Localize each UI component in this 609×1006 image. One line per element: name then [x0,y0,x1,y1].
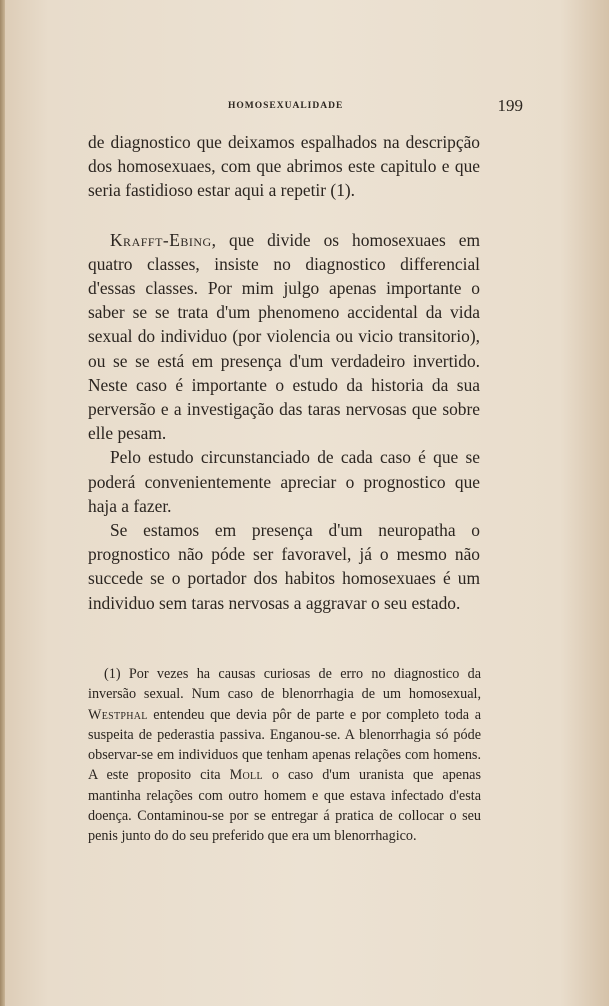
footnote [88,664,481,847]
page-number: 199 [497,96,523,115]
running-head-title: HOMOSEXUALIDADE [228,101,344,111]
footnote-text [88,664,481,847]
footnote-part-1: (1) Por vezes ha causas curiosas de erro no diagnostico da inversão sexual. Num caso de blenorrhagia de um homosexual, [88,666,481,703]
paragraph-2 [88,228,480,446]
footnote-part-2: entendeu que devia pôr de parte e por completo toda a suspeita de pederastia passiva. Enganou-se. A blenorrhagia só póde observar-se em individuos que tenham apenas relações com homens. A este proposito cita [88,706,481,784]
paragraph-3: Pelo estudo circunstanciado de cada caso é que se poderá convenientemente apreciar o prognostico que haja a fazer. [88,447,480,516]
body-text [88,130,480,615]
paragraph-2-text: , que divide os homosexuaes em quatro classes, insiste no diagnostico differencial d'essas classes. Por mim julgo apenas importante o saber se se trata d'um phenomeno accidental da vida sexual do individuo (por violencia ou vicio transitorio), ou se se está em presença d'um verdadeiro invertido. Neste caso é importante o estudo da historia da sua perversão e a investigação das taras nervosas que sobre elle pesam. [88,229,480,444]
paragraph-4: Se estamos em presença d'um neuropatha o prognostico não póde ser favoravel, já o mesmo não succede se o portador dos habitos homosexuaes é um individuo sem taras nervosas a aggravar o seu estado. [88,520,480,613]
running-head [88,96,523,118]
author-name: Krafft-Ebing [110,229,212,250]
footnote-part-3: o caso d'um uranista que apenas mantinha relações com outro homem e que estava infectado d'esta doença. Contaminou-se por se entregar á pratica de collocar o seu penis junto do do seu preferido que era um blenorrhagico. [88,767,481,845]
page-edge [0,0,5,1006]
paragraph-1: de diagnostico que deixamos espalhados na descripção dos homosexuaes, com que abrimos este capitulo e que seria fastidioso estar aqui a repetir (1). [88,132,480,201]
footnote-name-moll: Moll [229,767,263,784]
footnote-name-westphal: Westphal [88,706,148,723]
